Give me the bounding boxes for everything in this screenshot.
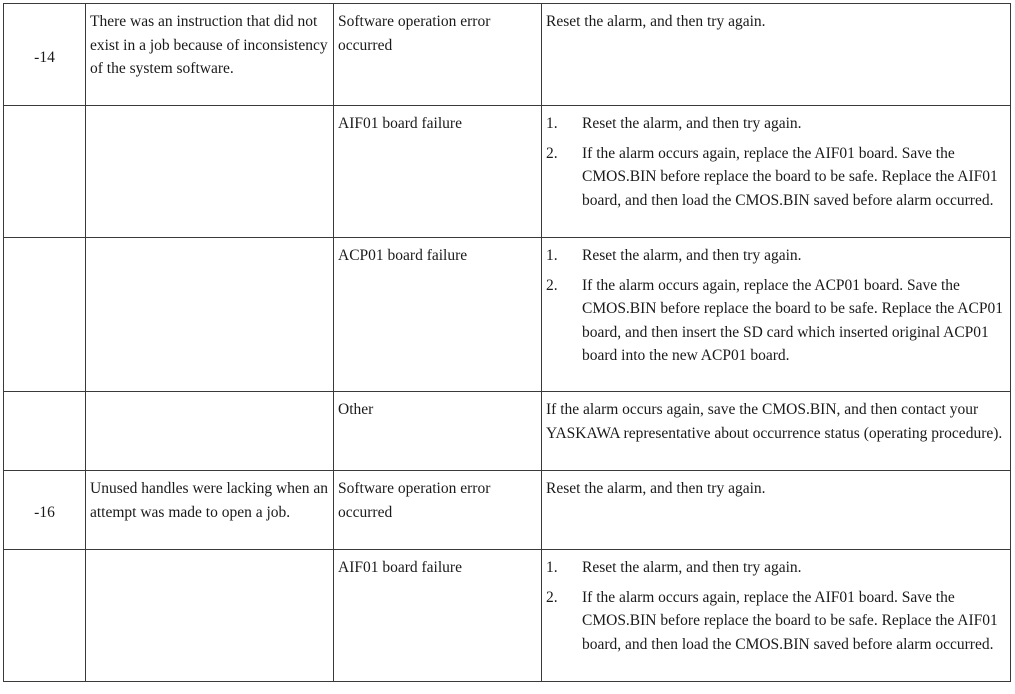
step-number: 2. [546, 144, 558, 162]
table-row [4, 550, 1011, 682]
step-text: Reset the alarm, and then try again. [582, 559, 802, 576]
alarm-action: Reset the alarm, and then try again. [542, 4, 1011, 106]
step-text: Reset the alarm, and then try again. [582, 115, 802, 132]
alarm-cause [86, 392, 334, 471]
alarm-action: If the alarm occurs again, save the CMOS.BIN, and then contact your YASKAWA representative about occurrence status (operating procedure). [542, 392, 1011, 471]
table-row [4, 392, 1011, 471]
alarm-action [542, 550, 1011, 682]
alarm-cause [86, 550, 334, 682]
step-text: If the alarm occurs again, replace the AIF01 board. Save the CMOS.BIN before replace the board to be safe. Replace the AIF01 board, and then load the CMOS.BIN saved before alarm occurred. [582, 144, 998, 209]
table-row [4, 4, 1011, 106]
alarm-cause: Unused handles were lacking when an attempt was made to open a job. [86, 471, 334, 550]
step-number: 1. [546, 115, 558, 132]
list-item [546, 586, 1006, 657]
step-number: 2. [546, 276, 558, 294]
step-text: If the alarm occurs again, replace the ACP01 board. Save the CMOS.BIN before replace the board to be safe. Replace the ACP01 board, and then insert the SD card which inserted original ACP01 board into the new ACP01 board. [582, 276, 1003, 364]
alarm-table [3, 3, 1011, 682]
list-item [546, 142, 1006, 213]
step-number: 1. [546, 559, 558, 576]
step-list [546, 244, 1006, 368]
alarm-item: Software operation error occurred [334, 4, 542, 106]
alarm-item: ACP01 board failure [334, 238, 542, 392]
alarm-cause [86, 238, 334, 392]
table-row [4, 106, 1011, 238]
alarm-code: -16 [4, 471, 86, 550]
alarm-action [542, 238, 1011, 392]
list-item [546, 274, 1006, 368]
table-row [4, 471, 1011, 550]
alarm-item: Software operation error occurred [334, 471, 542, 550]
list-item [546, 556, 1006, 580]
alarm-action [542, 106, 1011, 238]
alarm-cause: There was an instruction that did not exist in a job because of inconsistency of the system software. [86, 4, 334, 106]
list-item [546, 112, 1006, 136]
step-text: Reset the alarm, and then try again. [582, 247, 802, 264]
alarm-cause [86, 106, 334, 238]
alarm-code [4, 106, 86, 238]
alarm-code [4, 392, 86, 471]
step-number: 2. [546, 588, 558, 606]
table-row [4, 238, 1011, 392]
alarm-item: AIF01 board failure [334, 550, 542, 682]
alarm-action: Reset the alarm, and then try again. [542, 471, 1011, 550]
alarm-code: -14 [4, 4, 86, 106]
list-item [546, 244, 1006, 268]
alarm-item: Other [334, 392, 542, 471]
alarm-code [4, 550, 86, 682]
step-list [546, 556, 1006, 656]
alarm-item: AIF01 board failure [334, 106, 542, 238]
step-text: If the alarm occurs again, replace the AIF01 board. Save the CMOS.BIN before replace the board to be safe. Replace the AIF01 board, and then load the CMOS.BIN saved before alarm occurred. [582, 588, 998, 653]
step-list [546, 112, 1006, 212]
step-number: 1. [546, 247, 558, 264]
alarm-code [4, 238, 86, 392]
